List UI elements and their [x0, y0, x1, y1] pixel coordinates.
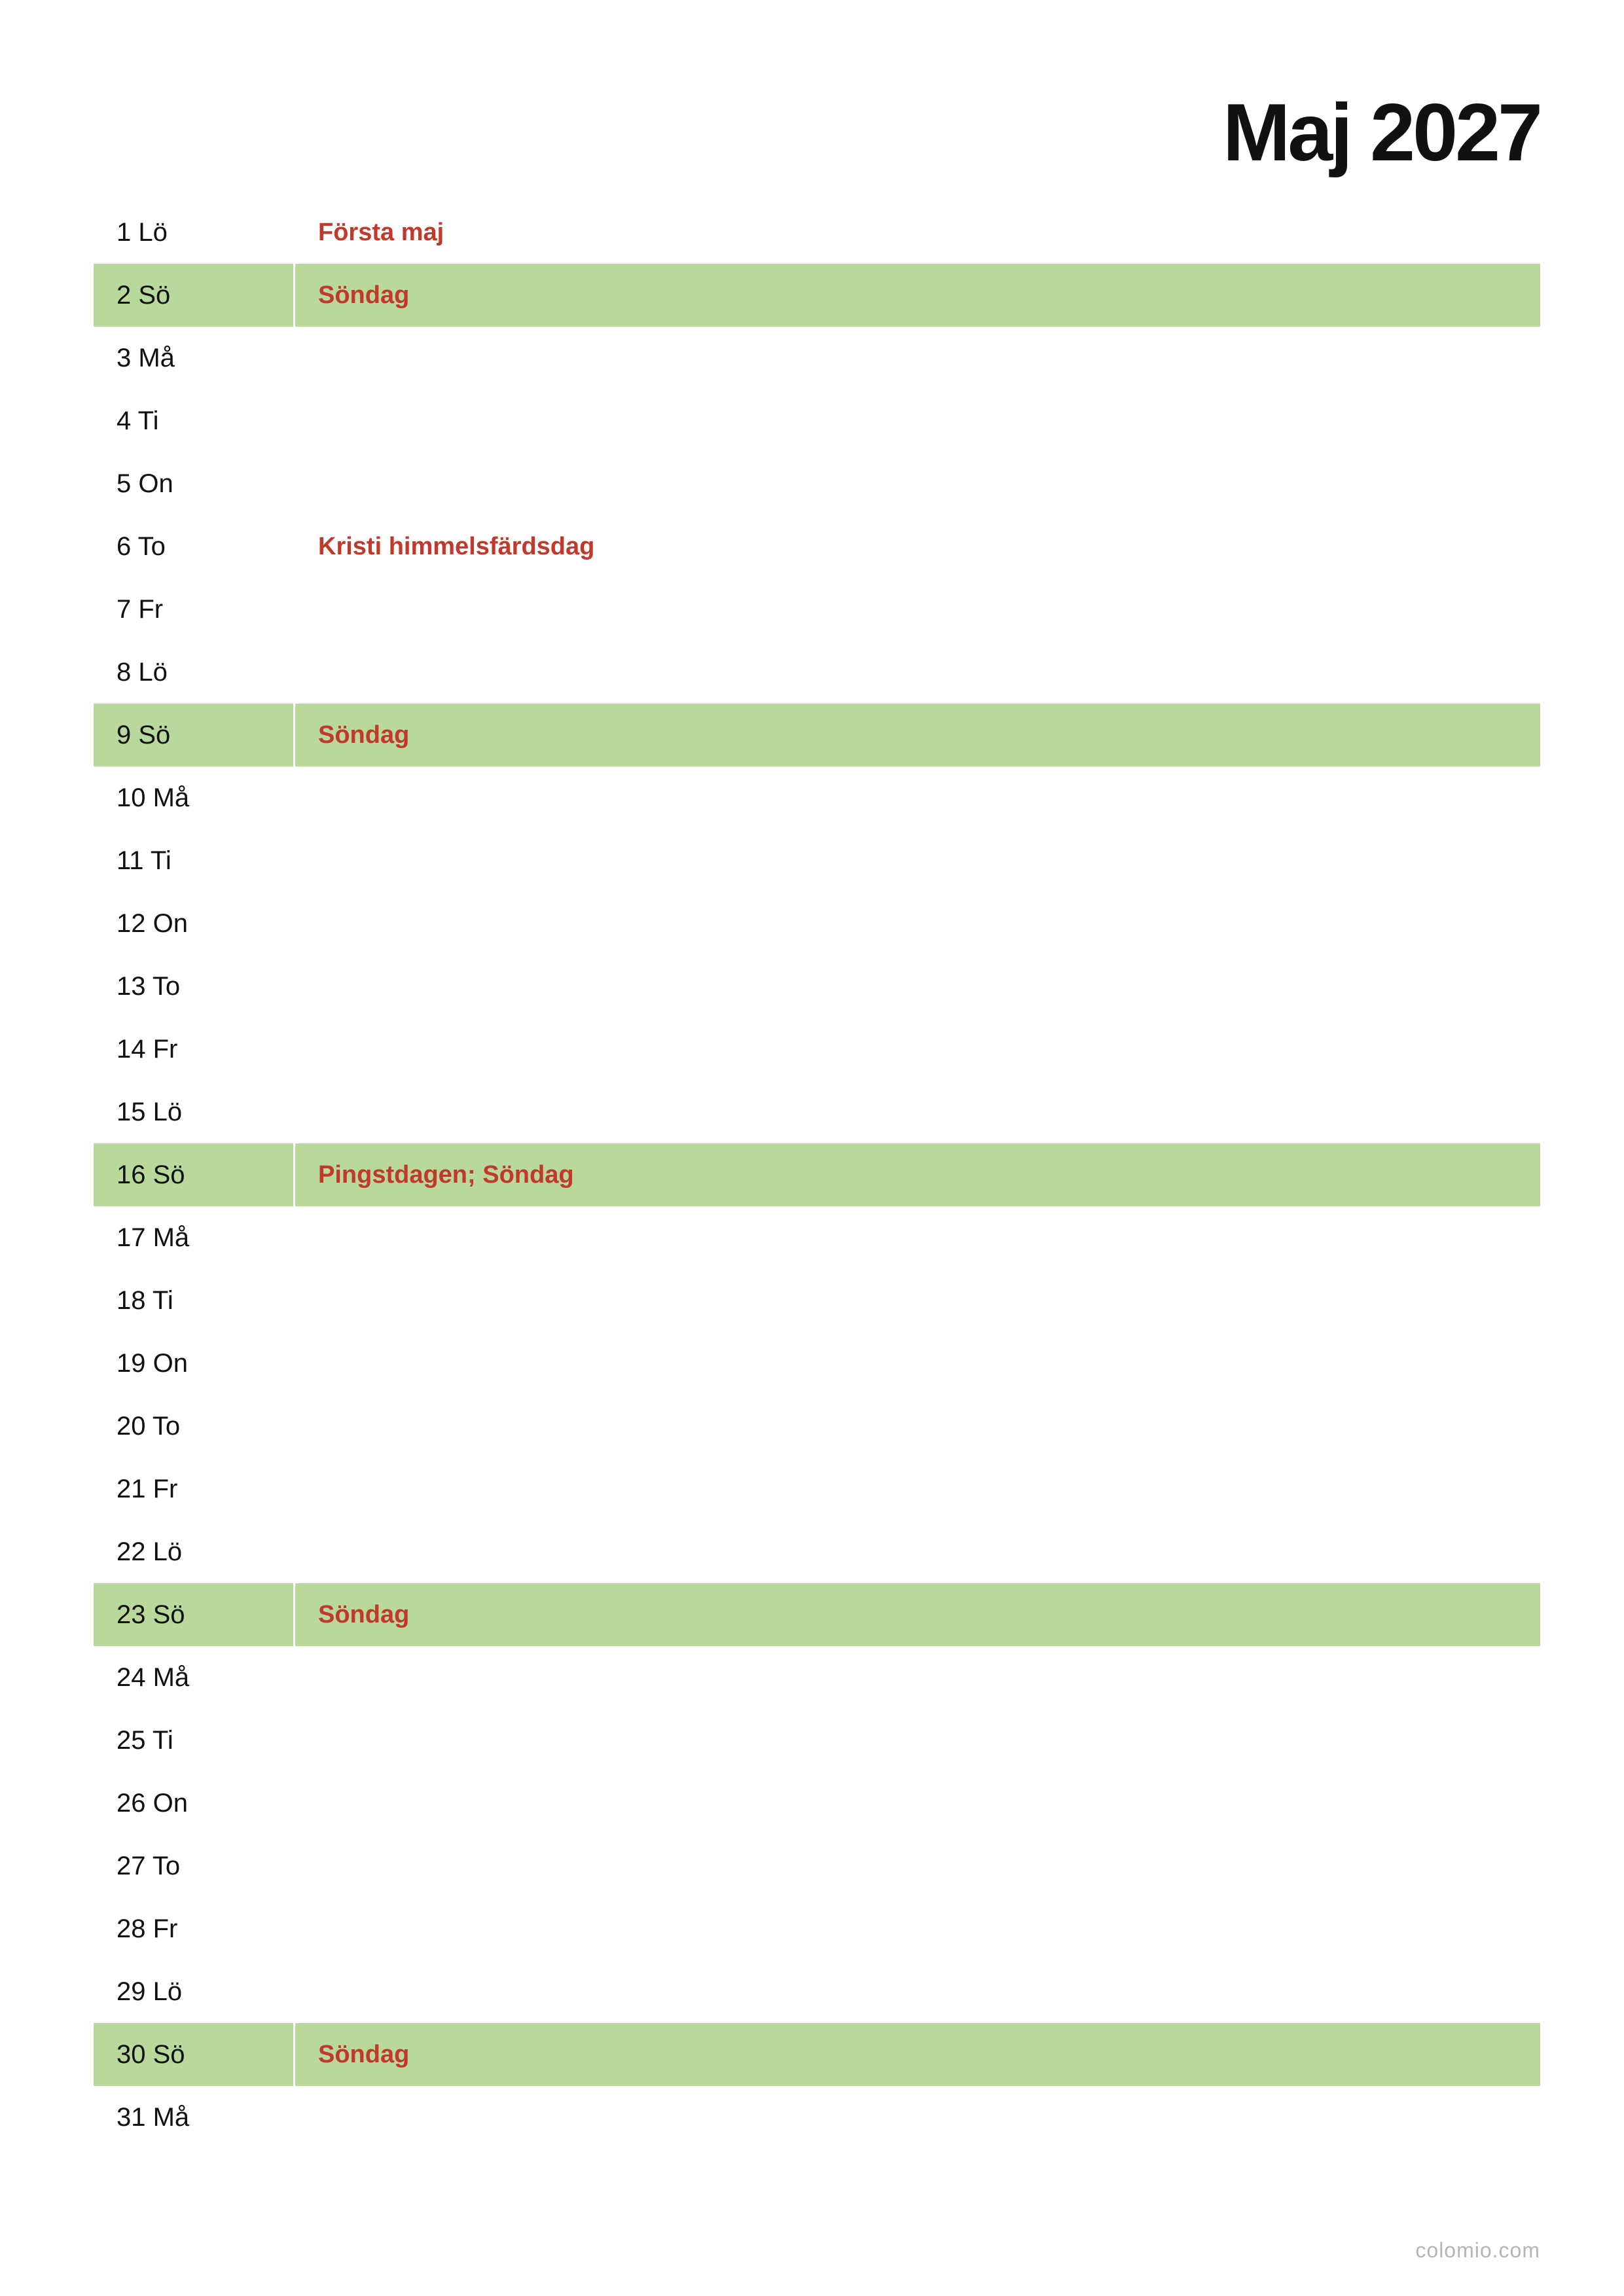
day-note: Söndag — [318, 281, 410, 309]
day-note: Kristi himmelsfärdsdag — [318, 532, 595, 560]
day-label: 7 Fr — [117, 595, 164, 624]
day-row — [94, 1269, 1540, 1332]
day-row — [94, 641, 1540, 704]
day-row — [94, 1395, 1540, 1458]
day-row — [94, 1835, 1540, 1897]
day-label: 11 Ti — [117, 846, 171, 875]
day-note: Pingstdagen; Söndag — [318, 1160, 574, 1189]
day-label: 22 Lö — [117, 1537, 183, 1566]
day-row — [94, 452, 1540, 515]
day-label: 20 To — [117, 1412, 181, 1441]
day-row — [94, 201, 1540, 264]
day-row — [94, 1897, 1540, 1960]
day-label: 16 Sö — [94, 1143, 295, 1206]
day-row — [94, 327, 1540, 389]
day-label: 18 Ti — [117, 1286, 173, 1315]
sunday-row — [94, 1143, 1540, 1206]
day-row — [94, 2086, 1540, 2149]
day-row — [94, 955, 1540, 1018]
day-label: 6 To — [117, 532, 166, 561]
page-title: Maj 2027 — [1222, 88, 1540, 178]
day-label: 5 On — [117, 469, 173, 498]
day-row — [94, 1772, 1540, 1835]
day-row — [94, 1332, 1540, 1395]
day-row — [94, 1081, 1540, 1143]
day-label: 3 Må — [117, 344, 175, 372]
day-label: 25 Ti — [117, 1726, 173, 1755]
day-label: 30 Sö — [94, 2023, 295, 2086]
day-label: 4 Ti — [117, 406, 159, 435]
day-label: 8 Lö — [117, 658, 168, 687]
day-row — [94, 515, 1540, 578]
day-label: 1 Lö — [117, 218, 168, 247]
day-row — [94, 829, 1540, 892]
day-row — [94, 578, 1540, 641]
day-row — [94, 1709, 1540, 1772]
day-label: 14 Fr — [117, 1035, 178, 1064]
day-row — [94, 1206, 1540, 1269]
sunday-row — [94, 1583, 1540, 1646]
day-list — [94, 201, 1540, 2149]
sunday-row — [94, 2023, 1540, 2086]
day-label: 28 Fr — [117, 1914, 178, 1943]
day-label: 19 On — [117, 1349, 188, 1378]
day-note: Söndag — [318, 2040, 410, 2068]
day-note: Söndag — [318, 1600, 410, 1628]
sunday-row — [94, 704, 1540, 766]
day-row — [94, 892, 1540, 955]
day-row — [94, 1520, 1540, 1583]
day-label: 10 Må — [117, 783, 190, 812]
day-label: 12 On — [117, 909, 188, 938]
day-label: 29 Lö — [117, 1977, 183, 2006]
day-label: 17 Må — [117, 1223, 190, 1252]
day-label: 15 Lö — [117, 1098, 183, 1126]
day-row — [94, 1018, 1540, 1081]
day-label: 21 Fr — [117, 1475, 178, 1503]
sunday-row — [94, 264, 1540, 327]
day-label: 31 Må — [117, 2103, 190, 2132]
day-label: 23 Sö — [94, 1583, 295, 1646]
day-row — [94, 1646, 1540, 1709]
day-label: 2 Sö — [94, 264, 295, 327]
day-label: 13 To — [117, 972, 181, 1001]
day-label: 9 Sö — [94, 704, 295, 766]
day-label: 26 On — [117, 1789, 188, 1818]
day-note: Första maj — [318, 218, 444, 246]
day-note: Söndag — [318, 721, 410, 749]
day-label: 24 Må — [117, 1663, 190, 1692]
footer-brand: colomio.com — [1415, 2238, 1540, 2262]
day-label: 27 To — [117, 1852, 181, 1880]
day-row — [94, 1960, 1540, 2023]
day-row — [94, 766, 1540, 829]
day-row — [94, 1458, 1540, 1520]
day-row — [94, 389, 1540, 452]
